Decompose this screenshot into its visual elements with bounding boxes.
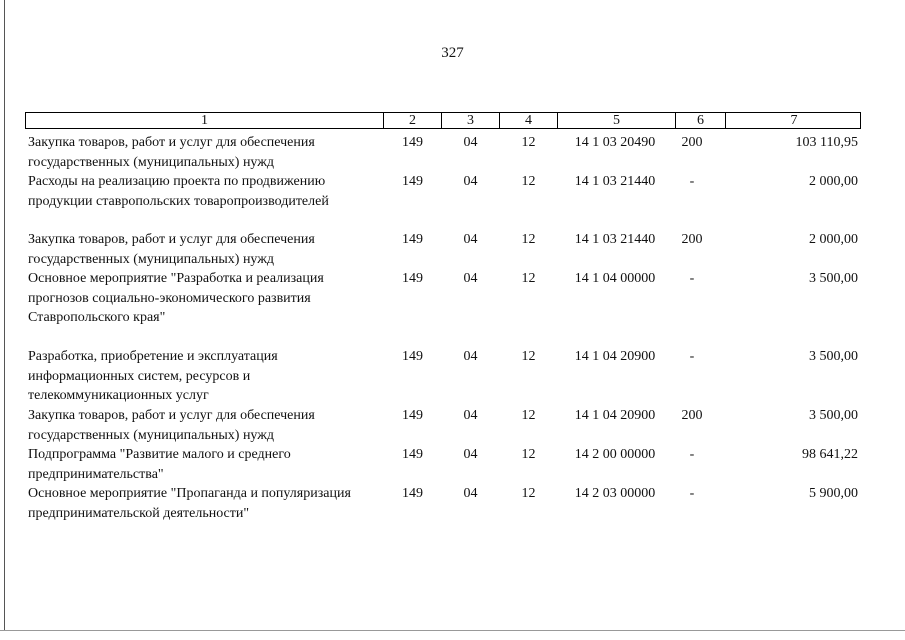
row-col-4: 12: [521, 447, 536, 462]
row-col-7: 3 500,00: [809, 349, 858, 364]
row-col-6: -: [689, 349, 695, 364]
row-col-6: 200: [681, 135, 703, 150]
row-col-2: 149: [402, 174, 423, 189]
row-col-6: -: [689, 486, 695, 501]
page-bottom-edge: [0, 630, 905, 631]
row-col-6: -: [689, 174, 695, 189]
row-col-5: 14 1 04 00000: [574, 271, 656, 286]
header-col-5: 5: [558, 113, 676, 128]
row-col-3: 04: [463, 174, 478, 189]
row-name: Расходы на реализацию проекта по продвижению продукции ставропольских товаропроизводителей: [28, 174, 329, 209]
row-col-7: 2 000,00: [809, 232, 858, 247]
row-col-5: 14 2 00 00000: [574, 447, 656, 462]
row-col-3: 04: [463, 232, 478, 247]
row-col-3: 04: [463, 447, 478, 462]
row-col-2: 149: [402, 408, 423, 423]
row-col-5: 14 1 03 21440: [574, 232, 656, 247]
header-col-7: 7: [790, 113, 798, 128]
row-col-4: 12: [521, 486, 536, 501]
row-col-4: 12: [521, 271, 536, 286]
row-col-3: 04: [463, 408, 478, 423]
row-col-6: -: [689, 447, 695, 462]
row-col-2: 149: [402, 486, 423, 501]
row-col-6: 200: [681, 408, 703, 423]
row-name: Разработка, приобретение и эксплуатация информационных систем, ресурсов и телекоммуникационных услуг: [28, 349, 278, 403]
row-col-7: 3 500,00: [809, 408, 858, 423]
row-name: Основное мероприятие "Разработка и реализация прогнозов социально-экономического развития Ставропольского края": [28, 271, 324, 325]
row-col-7: 103 110,95: [795, 135, 858, 150]
header-col-3: 3: [442, 113, 500, 128]
row-col-5: 14 1 04 20900: [574, 408, 656, 423]
row-col-2: 149: [402, 447, 423, 462]
header-col-2: 2: [384, 113, 442, 128]
row-col-2: 149: [402, 232, 423, 247]
row-col-4: 12: [521, 135, 536, 150]
row-col-5: 14 1 04 20900: [574, 349, 656, 364]
page-left-edge: [4, 0, 5, 630]
row-name: Основное мероприятие "Пропаганда и популяризация предпринимательской деятельности": [28, 486, 351, 521]
row-name: Закупка товаров, работ и услуг для обеспечения государственных (муниципальных) нужд: [28, 408, 315, 443]
row-col-4: 12: [521, 232, 536, 247]
row-name: Подпрограмма "Развитие малого и среднего предпринимательства": [28, 447, 291, 482]
page-number: 327: [441, 45, 464, 61]
row-col-3: 04: [463, 349, 478, 364]
row-col-4: 12: [521, 349, 536, 364]
row-col-7: 98 641,22: [802, 447, 858, 462]
row-col-6: -: [689, 271, 695, 286]
row-name: Закупка товаров, работ и услуг для обеспечения государственных (муниципальных) нужд: [28, 232, 315, 267]
row-col-2: 149: [402, 271, 423, 286]
header-col-1: 1: [26, 113, 384, 128]
row-col-4: 12: [521, 408, 536, 423]
table-header: [25, 112, 861, 129]
row-col-5: 14 1 03 20490: [574, 135, 656, 150]
row-col-3: 04: [463, 486, 478, 501]
row-col-3: 04: [463, 135, 478, 150]
row-col-7: 5 900,00: [809, 486, 858, 501]
header-col-6: 6: [676, 113, 726, 128]
row-col-2: 149: [402, 135, 423, 150]
row-name: Закупка товаров, работ и услуг для обеспечения государственных (муниципальных) нужд: [28, 135, 315, 170]
row-col-5: 14 1 03 21440: [574, 174, 656, 189]
row-col-7: 2 000,00: [809, 174, 858, 189]
row-col-3: 04: [463, 271, 478, 286]
header-col-4: 4: [500, 113, 558, 128]
row-col-2: 149: [402, 349, 423, 364]
row-col-5: 14 2 03 00000: [574, 486, 656, 501]
row-col-7: 3 500,00: [809, 271, 858, 286]
row-col-6: 200: [681, 232, 703, 247]
row-col-4: 12: [521, 174, 536, 189]
